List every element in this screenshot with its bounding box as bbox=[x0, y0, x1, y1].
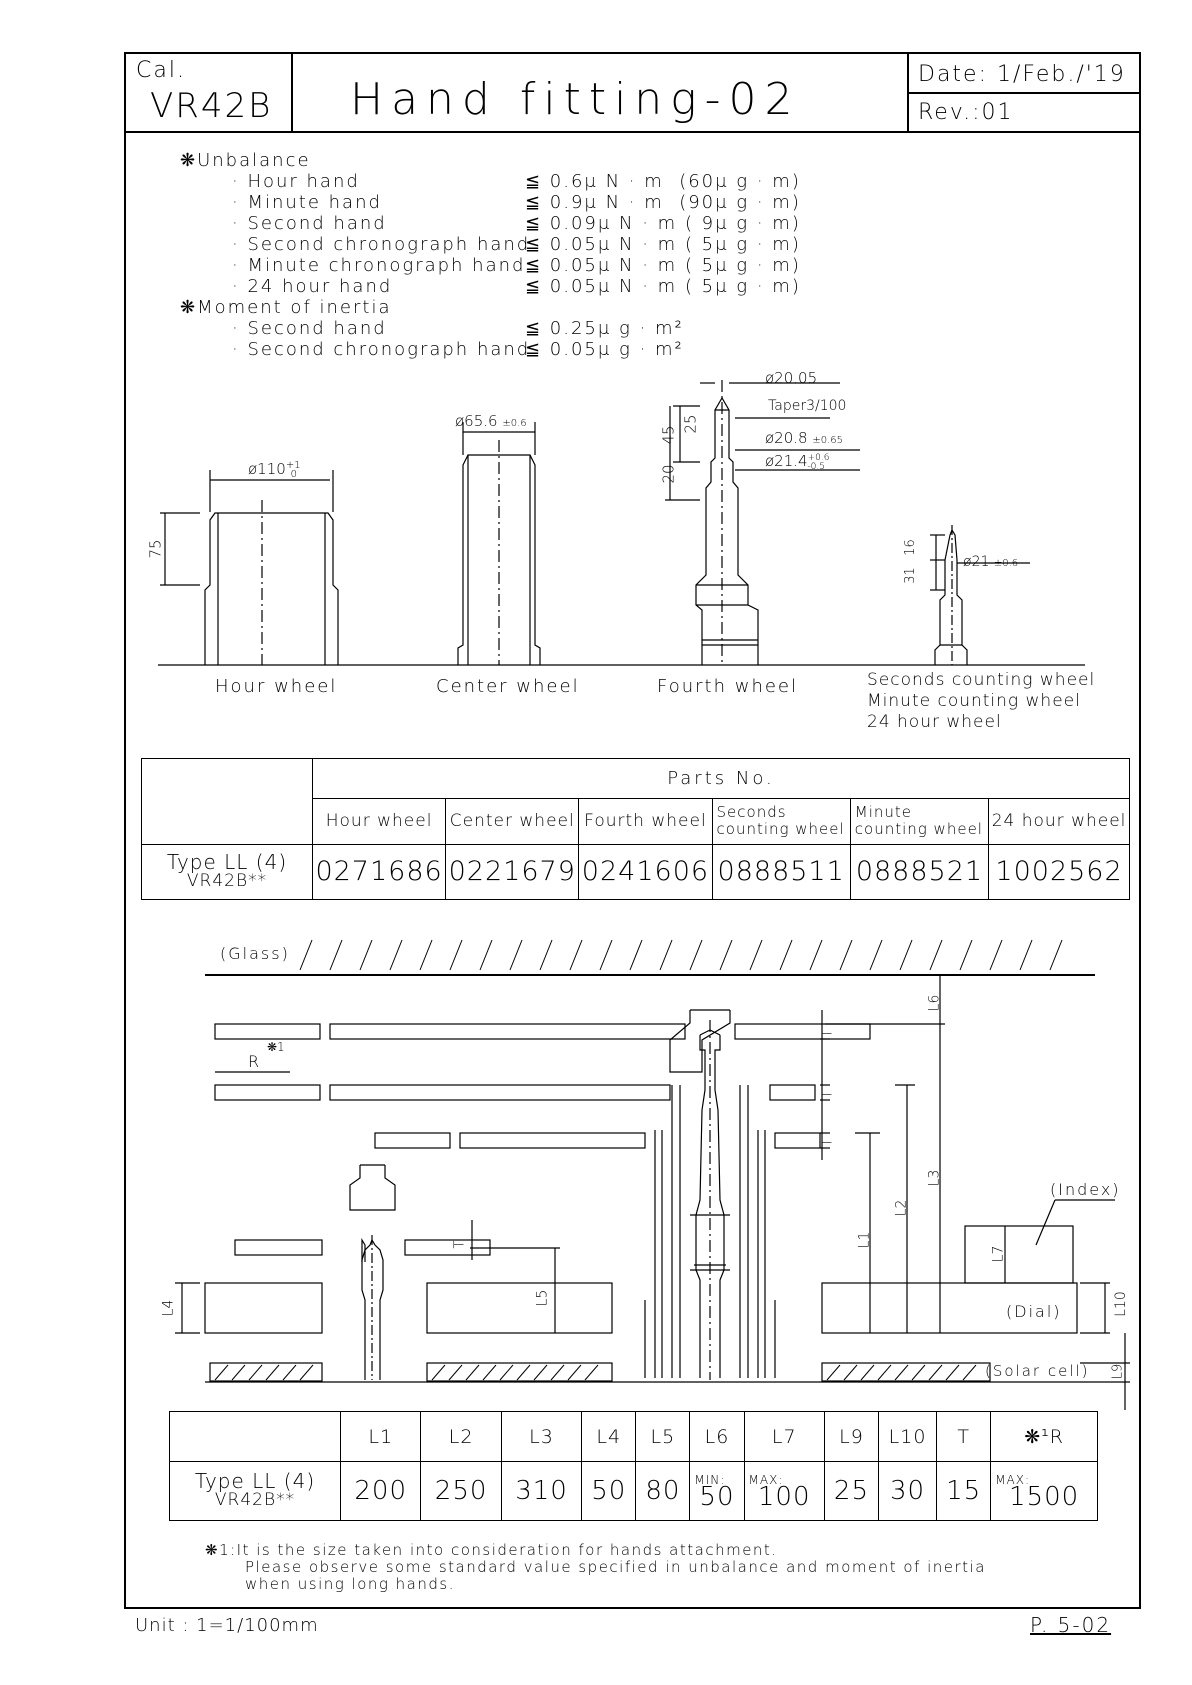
dim-table-corner bbox=[170, 1412, 341, 1462]
dim-value: 200 bbox=[341, 1462, 421, 1521]
spec-name: · 24 hour hand bbox=[232, 276, 393, 297]
dimension-table bbox=[169, 1411, 1098, 1521]
center-wheel-drawing bbox=[458, 422, 540, 665]
dim-25: 25 bbox=[681, 414, 700, 434]
parts-col-header: Minute counting wheel bbox=[850, 799, 988, 844]
dim-L9: L9 bbox=[1110, 1363, 1126, 1380]
footnote-line-2: Please observe some standard value specified in unbalance and moment of inertia bbox=[245, 1558, 986, 1576]
seconds-wheel-drawing bbox=[930, 525, 1030, 665]
part-number: 0241606 bbox=[579, 844, 712, 899]
dim-col-header: L7 bbox=[744, 1412, 824, 1462]
glass-label: (Glass) bbox=[220, 944, 290, 963]
unit-note: Unit : 1=1/100mm bbox=[135, 1615, 319, 1636]
dim-T: T bbox=[820, 1088, 836, 1099]
dim-L4: L4 bbox=[160, 1299, 177, 1317]
part-number: 0888511 bbox=[712, 844, 850, 899]
parts-row-label: Type LL (4) VR42B** bbox=[142, 844, 313, 899]
spec-name: · Second hand bbox=[232, 318, 387, 339]
dim-L2: L2 bbox=[893, 1199, 910, 1217]
spec-value: ≦ 0.05μ g · m² bbox=[525, 339, 684, 360]
dim-value: 15 bbox=[937, 1462, 991, 1521]
dim-T: T bbox=[820, 1136, 836, 1147]
assembly-drawing bbox=[175, 940, 1130, 1410]
note-mark-icon: ❋ bbox=[180, 150, 198, 171]
dim-value: MAX: 1500 bbox=[991, 1462, 1098, 1521]
dim-col-header: L10 bbox=[879, 1412, 937, 1462]
footnote-line-1: ❋1:It is the size taken into consideration for hands attachment. bbox=[205, 1541, 778, 1559]
spec-value: ≦ 0.6μ N · m (60μ g · m) bbox=[525, 171, 801, 192]
footnote-line-3: when using long hands. bbox=[245, 1575, 455, 1593]
fourth-wheel-label: Fourth wheel bbox=[657, 676, 798, 697]
spec-name: · Hour hand bbox=[232, 171, 360, 192]
index-label: (Index) bbox=[1050, 1180, 1121, 1199]
dim-L5: L5 bbox=[534, 1289, 551, 1307]
parts-header: Parts No. bbox=[313, 759, 1130, 799]
date-field: Date: 1/Feb./'19 bbox=[918, 62, 1126, 87]
dim-fourth-mid: ø20.8 ±0.65 bbox=[765, 429, 844, 447]
spec-value: ≦ 0.09μ N · m ( 9μ g · m) bbox=[525, 213, 801, 234]
dim-value: 30 bbox=[879, 1462, 937, 1521]
dim-L6: L6 bbox=[926, 994, 943, 1012]
dim-31: 31 bbox=[902, 567, 918, 584]
dim-hour-height: 75 bbox=[146, 539, 165, 559]
seconds-counting-label: Seconds counting wheel bbox=[867, 670, 1096, 690]
hour-wheel-drawing bbox=[160, 470, 338, 665]
dim-value: 250 bbox=[421, 1462, 501, 1521]
dial-label: (Dial) bbox=[1006, 1302, 1062, 1321]
spec-value: ≦ 0.05μ N · m ( 5μ g · m) bbox=[525, 234, 801, 255]
part-number: 1002562 bbox=[989, 844, 1130, 899]
r-label: R bbox=[248, 1052, 262, 1071]
cal-label: Cal. bbox=[136, 58, 186, 83]
dim-col-header: L3 bbox=[501, 1412, 581, 1462]
minute-counting-label: Minute counting wheel bbox=[867, 691, 1081, 711]
center-wheel-label: Center wheel bbox=[436, 676, 580, 697]
part-number: 0888521 bbox=[850, 844, 988, 899]
parts-col-header: Hour wheel bbox=[313, 799, 446, 844]
spec-name: · Second chronograph hand bbox=[232, 339, 531, 360]
dim-taper: Taper3/100 bbox=[768, 398, 847, 414]
dim-T: T bbox=[820, 1027, 836, 1038]
r-mark: ❋1 bbox=[267, 1040, 285, 1054]
dim-value: 80 bbox=[636, 1462, 690, 1521]
dim-col-header: L4 bbox=[582, 1412, 636, 1462]
spec-value: ≦ 0.05μ N · m ( 5μ g · m) bbox=[525, 276, 801, 297]
hour24-label: 24 hour wheel bbox=[867, 712, 1002, 732]
spec-name: · Minute chronograph hand bbox=[232, 255, 526, 276]
dim-seconds-dia: ø21 ±0.6 bbox=[963, 554, 1019, 570]
note-mark-icon: ❋ bbox=[180, 297, 198, 318]
dim-value: 50 bbox=[582, 1462, 636, 1521]
dim-T: T bbox=[452, 1238, 468, 1249]
dim-45: 45 bbox=[659, 425, 678, 445]
dim-fourth-low: $ø21.4^{+0.6}_{-0.5}$ bbox=[765, 452, 830, 472]
dim-value: MIN: 50 bbox=[690, 1462, 744, 1521]
parts-col-header: Center wheel bbox=[446, 799, 579, 844]
solar-cell-label: (Solar cell) bbox=[985, 1362, 1090, 1380]
hour-wheel-label: Hour wheel bbox=[215, 676, 338, 697]
dim-hour-dia: $ø110^{+1}_0$ bbox=[248, 460, 301, 480]
dim-20: 20 bbox=[659, 464, 678, 484]
spec-value: ≦ 0.9μ N · m (90μ g · m) bbox=[525, 192, 801, 213]
parts-col-header: 24 hour wheel bbox=[989, 799, 1130, 844]
spec-name: · Second chronograph hand bbox=[232, 234, 531, 255]
dim-16: 16 bbox=[902, 539, 918, 556]
dim-center-dia: ø65.6 ±0.6 bbox=[455, 412, 527, 430]
inertia-heading: ❋Moment of inertia bbox=[180, 297, 392, 318]
parts-col-header: Seconds counting wheel bbox=[712, 799, 850, 844]
dim-col-header: L6 bbox=[690, 1412, 744, 1462]
dim-col-header: L1 bbox=[341, 1412, 421, 1462]
dim-row-label: Type LL (4) VR42B** bbox=[170, 1462, 341, 1521]
dim-L10: L10 bbox=[1112, 1291, 1129, 1317]
parts-col-header: Fourth wheel bbox=[579, 799, 712, 844]
spec-name: · Minute hand bbox=[232, 192, 382, 213]
dim-L3: L3 bbox=[926, 1169, 943, 1187]
dim-col-header: T bbox=[937, 1412, 991, 1462]
dim-col-header: L9 bbox=[824, 1412, 878, 1462]
page-number: P. 5-02 bbox=[1030, 1613, 1112, 1637]
dim-col-header: ❋¹R bbox=[991, 1412, 1098, 1462]
spec-value: ≦ 0.25μ g · m² bbox=[525, 318, 684, 339]
unbalance-heading: ❋Unbalance bbox=[180, 150, 311, 171]
spec-name: · Second hand bbox=[232, 213, 387, 234]
parts-table bbox=[141, 758, 1130, 900]
part-number: 0271686 bbox=[313, 844, 446, 899]
cal-value: VR42B bbox=[150, 86, 273, 126]
dim-col-header: L5 bbox=[636, 1412, 690, 1462]
spec-value: ≦ 0.05μ N · m ( 5μ g · m) bbox=[525, 255, 801, 276]
spec-block bbox=[180, 150, 801, 360]
dim-value: MAX: 100 bbox=[744, 1462, 824, 1521]
page-title: Hand fitting-02 bbox=[350, 74, 801, 125]
dim-fourth-top: ø20.05 bbox=[765, 369, 818, 387]
rev-field: Rev.:01 bbox=[918, 100, 1014, 125]
part-number: 0221679 bbox=[446, 844, 579, 899]
dim-value: 25 bbox=[824, 1462, 878, 1521]
dim-L1: L1 bbox=[856, 1231, 873, 1249]
dim-col-header: L2 bbox=[421, 1412, 501, 1462]
dim-L7: L7 bbox=[990, 1245, 1007, 1263]
parts-table-corner bbox=[142, 759, 313, 845]
dim-value: 310 bbox=[501, 1462, 581, 1521]
